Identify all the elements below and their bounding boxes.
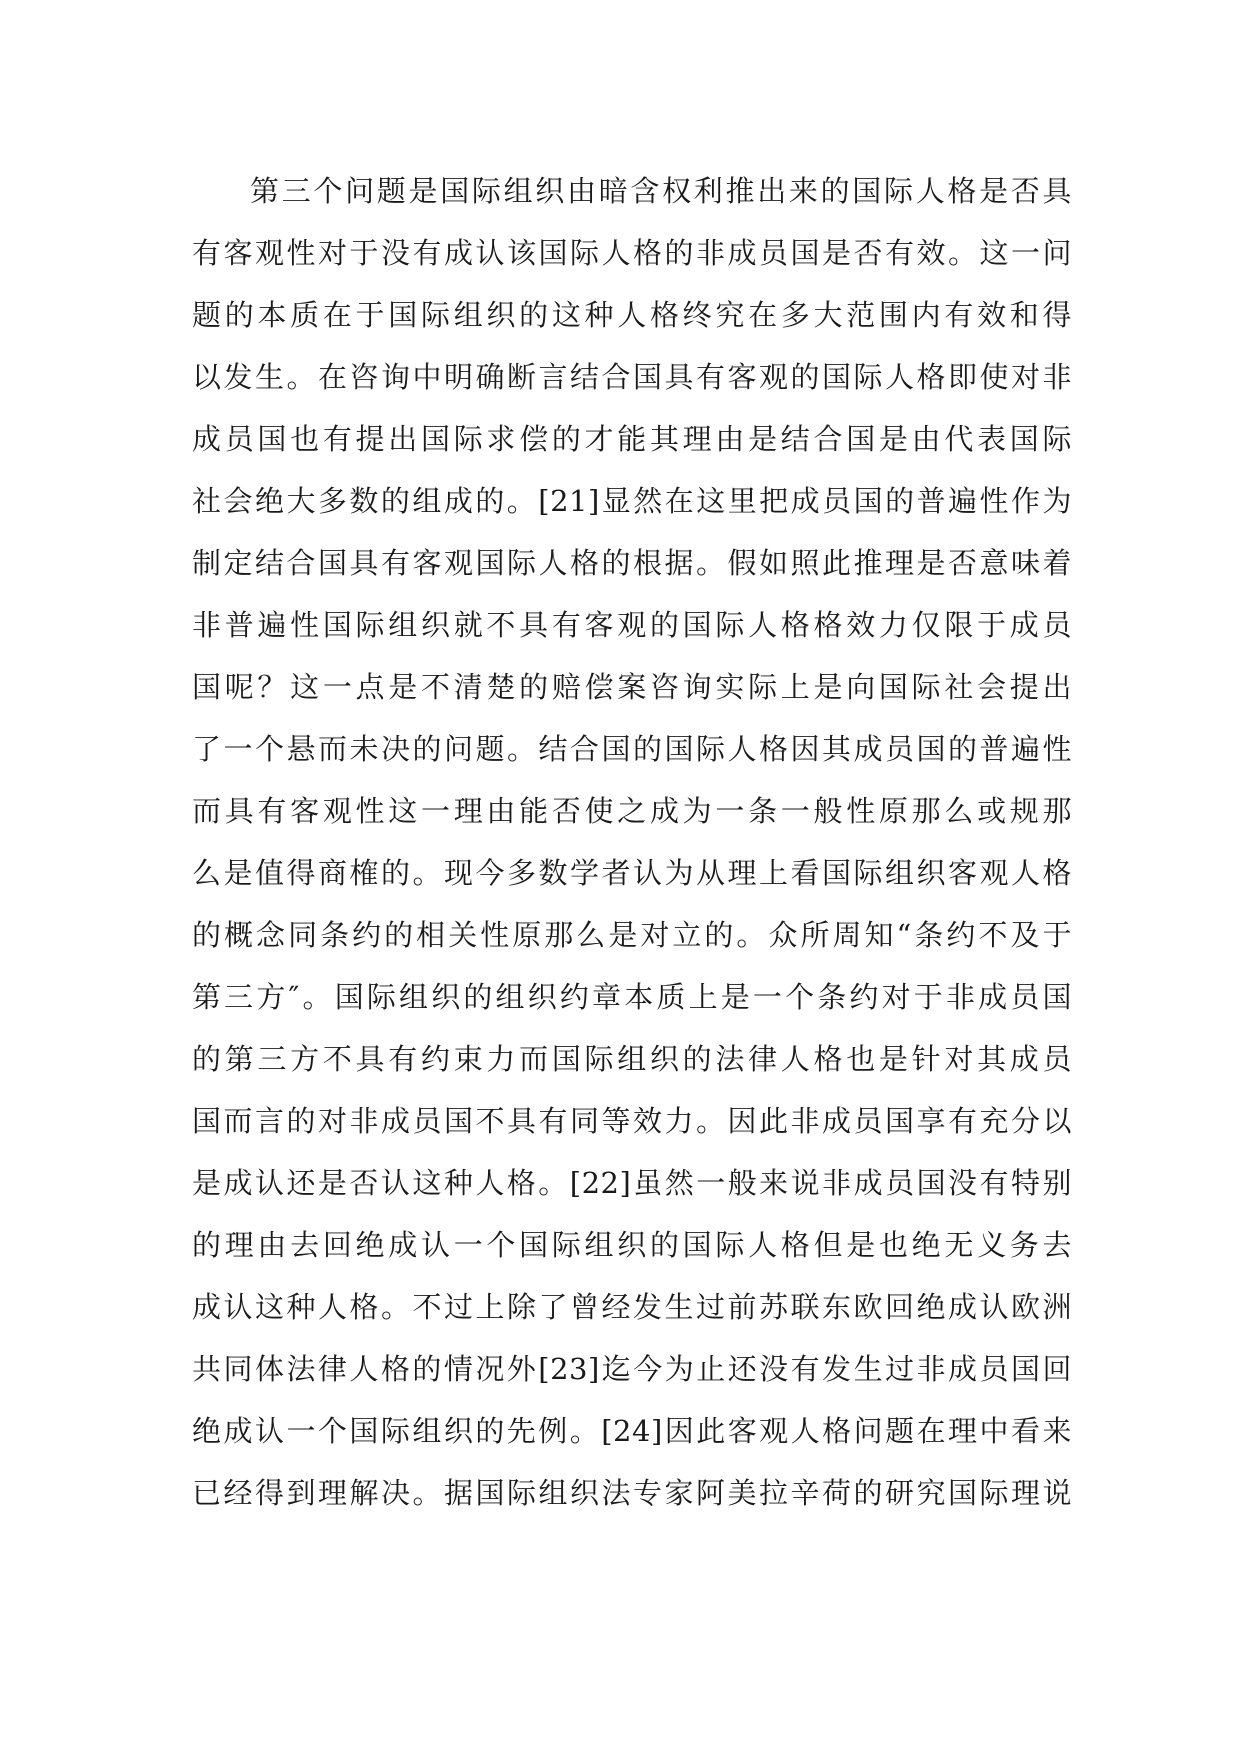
paragraph-line: 制定结合国具有客观国际人格的根据。假如照此推理是否意味着 (192, 546, 1072, 580)
paragraph-line: 已经得到理解决。据国际组织法专家阿美拉辛荷的研究国际理说 (192, 1476, 1072, 1510)
paragraph-line: 国而言的对非成员国不具有同等效力。因此非成员国享有充分以 (192, 1104, 1072, 1138)
paragraph-line: 以发生。在咨询中明确断言结合国具有客观的国际人格即使对非 (192, 360, 1072, 394)
paragraph-line: 社会绝大多数的组成的。[21]显然在这里把成员国的普遍性作为 (192, 484, 1072, 518)
paragraph-line: 共同体法律人格的情况外[23]迄今为止还没有发生过非成员国回 (192, 1352, 1072, 1386)
paragraph-line: 第三个问题是国际组织由暗含权利推出来的国际人格是否具 (250, 174, 1072, 208)
paragraph-line: 有客观性对于没有成认该国际人格的非成员国是否有效。这一问 (192, 236, 1072, 270)
paragraph-line: 绝成认一个国际组织的先例。[24]因此客观人格问题在理中看来 (192, 1414, 1072, 1448)
paragraph-line: 国呢？这一点是不清楚的赔偿案咨询实际上是向国际社会提出 (192, 670, 1072, 704)
paragraph-line: 第三方″。国际组织的组织约章本质上是一个条约对于非成员国 (192, 980, 1072, 1014)
body-paragraph (192, 160, 1072, 1524)
paragraph-line: 是成认还是否认这种人格。[22]虽然一般来说非成员国没有特别 (192, 1166, 1072, 1200)
paragraph-line: 的概念同条约的相关性原那么是对立的。众所周知“条约不及于 (192, 918, 1072, 952)
paragraph-line: 题的本质在于国际组织的这种人格终究在多大范围内有效和得 (192, 298, 1072, 332)
paragraph-line: 成员国也有提出国际求偿的才能其理由是结合国是由代表国际 (192, 422, 1072, 456)
paragraph-line: 了一个悬而未决的问题。结合国的国际人格因其成员国的普遍性 (192, 732, 1072, 766)
paragraph-line: 么是值得商榷的。现今多数学者认为从理上看国际组织客观人格 (192, 856, 1072, 890)
paragraph-line: 的第三方不具有约束力而国际组织的法律人格也是针对其成员 (192, 1042, 1072, 1076)
paragraph-line: 的理由去回绝成认一个国际组织的国际人格但是也绝无义务去 (192, 1228, 1072, 1262)
paragraph-line: 非普遍性国际组织就不具有客观的国际人格格效力仅限于成员 (192, 608, 1072, 642)
paragraph-line: 成认这种人格。不过上除了曾经发生过前苏联东欧回绝成认欧洲 (192, 1290, 1072, 1324)
paragraph-line: 而具有客观性这一理由能否使之成为一条一般性原那么或规那 (192, 794, 1072, 828)
